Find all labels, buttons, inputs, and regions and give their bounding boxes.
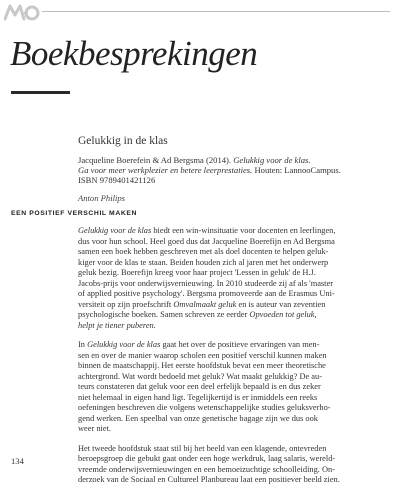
text-run: versiteit op zijn proefschrift: [78, 299, 174, 309]
review-body: [78, 226, 393, 495]
text-run: ISBN 9789401421126: [78, 175, 156, 185]
paragraph-line: [78, 289, 393, 300]
paragraph-line: [78, 414, 393, 425]
text-run: vreemde onderwijsvernieuwingen en een bemoeizuchtige schoolleiding. On-: [78, 464, 335, 474]
italic-text: Omvalmaakt geluk: [173, 299, 237, 309]
text-run: Houten: LannooCampus.: [252, 165, 341, 175]
text-run: weer niet.: [78, 424, 112, 433]
body-paragraph: [78, 444, 393, 486]
book-title: Gelukkig in de klas: [78, 135, 168, 147]
book-citation: [78, 155, 388, 185]
text-run: sen en over de manier waarop scholen een positief verschil kunnen maken: [78, 350, 327, 360]
paragraph-line: [78, 340, 393, 351]
italic-text: Gelukkig voor de klas: [78, 226, 152, 235]
text-run: psychologische boeken. Samen schreven ze eerder: [78, 310, 250, 319]
paragraph-line: [78, 403, 393, 414]
text-run: of applied positive psychology'. Bergsma promoveerde aan de Erasmus Uni-: [78, 289, 335, 298]
paragraph-line: [78, 444, 393, 455]
text-run: achtergrond. Wat wordt bedoeld met geluk? Wat maakt gelukkig? De au-: [78, 371, 323, 381]
text-run: gend werken. Een speelbal van onze genetische bagage zijn we dus ook: [78, 413, 318, 423]
text-run: derzoek van de Sociaal en Cultureel Planbureau laat een positiever beeld zien.: [78, 475, 340, 484]
text-run: Jacqueline Boerefein & Ad Bergsma (2014).: [78, 155, 234, 165]
text-run: oefeningen beschreven die volgens wetenschappelijke studies geluksverho-: [78, 403, 331, 412]
paragraph-line: [78, 310, 393, 321]
paragraph-line: [78, 237, 393, 248]
paragraph-line: [78, 351, 393, 362]
text-run: kiger voor de klas te staan. Beiden houden zich al jaren met het onderwerp: [78, 257, 329, 267]
paragraph-line: [78, 372, 393, 383]
paragraph-line: [78, 393, 393, 404]
reviewer-name: Anton Philips: [78, 193, 126, 203]
text-run: teurs constateren dat geluk voor een deel erfelijk bepaald is en dus zeker: [78, 382, 321, 391]
paragraph-line: [78, 300, 393, 311]
text-run: beroepsgroep die gebukt gaat onder een hoge werkdruk, laag salaris, wereld-: [78, 454, 336, 463]
italic-text: Gelukkig voor de klas.: [233, 155, 311, 165]
paragraph-line: [78, 424, 393, 435]
paragraph-line: [78, 226, 393, 237]
text-run: samen een boek hebben geschreven met als doel docenten te helpen geluk-: [78, 247, 329, 256]
text-run: dus voor hun school. Heel goed dus dat Jacqueline Boerefijn en Ad Bergsma: [78, 236, 335, 246]
italic-text: helpt je tiener puberen.: [78, 320, 156, 330]
paragraph-line: [78, 258, 393, 269]
paragraph-line: [78, 361, 393, 372]
citation-line: [78, 175, 388, 185]
paragraph-line: [78, 247, 393, 258]
citation-line: [78, 155, 388, 165]
paragraph-line: [78, 321, 393, 332]
italic-text: Gelukkig voor de klas: [87, 340, 161, 349]
text-run: niet helemaal in eigen hand ligt. Tegelijkertijd is er inmiddels een reeks: [78, 392, 318, 402]
magazine-logo: [4, 3, 40, 21]
paragraph-line: [78, 465, 393, 476]
paragraph-line: [78, 475, 393, 486]
body-paragraph: [78, 340, 393, 435]
text-run: Jacobs-prijs voor onderwijsvernieuwing. In 2010 studeerde zij af als 'master: [78, 278, 334, 288]
text-run: Het tweede hoofdstuk staat stil bij het beeld van een klagende, ontevreden: [78, 443, 327, 453]
paragraph-line: [78, 382, 393, 393]
italic-text: Opvoeden tot geluk,: [249, 310, 317, 319]
citation-line: [78, 165, 388, 175]
header-rule: [42, 11, 390, 12]
section-heading: EEN POSITIEF VERSCHIL MAKEN: [11, 210, 137, 217]
text-run: In: [78, 340, 88, 349]
text-run: geluk bezig. Boerefijn kreeg voor haar project 'Lessen in geluk' de H.J.: [78, 268, 316, 277]
italic-text: Ga voor meer werkplezier en betere leerprestaties.: [78, 165, 253, 175]
text-run: gaat het over de positieve ervaringen van men-: [160, 340, 320, 349]
text-run: binnen de maatschappij. Het eerste hoofdstuk bevat een meer theoretische: [78, 361, 326, 370]
text-run: biedt een win-winsituatie voor docenten en leerlingen,: [151, 226, 336, 235]
body-paragraph: [78, 226, 393, 331]
page-number: 134: [11, 456, 24, 466]
page-title: Boekbesprekingen: [10, 34, 258, 73]
paragraph-line: [78, 279, 393, 290]
paragraph-line: [78, 454, 393, 465]
title-underline: [11, 91, 70, 94]
text-run: en is auteur van zeventien: [236, 299, 326, 309]
paragraph-line: [78, 268, 393, 279]
